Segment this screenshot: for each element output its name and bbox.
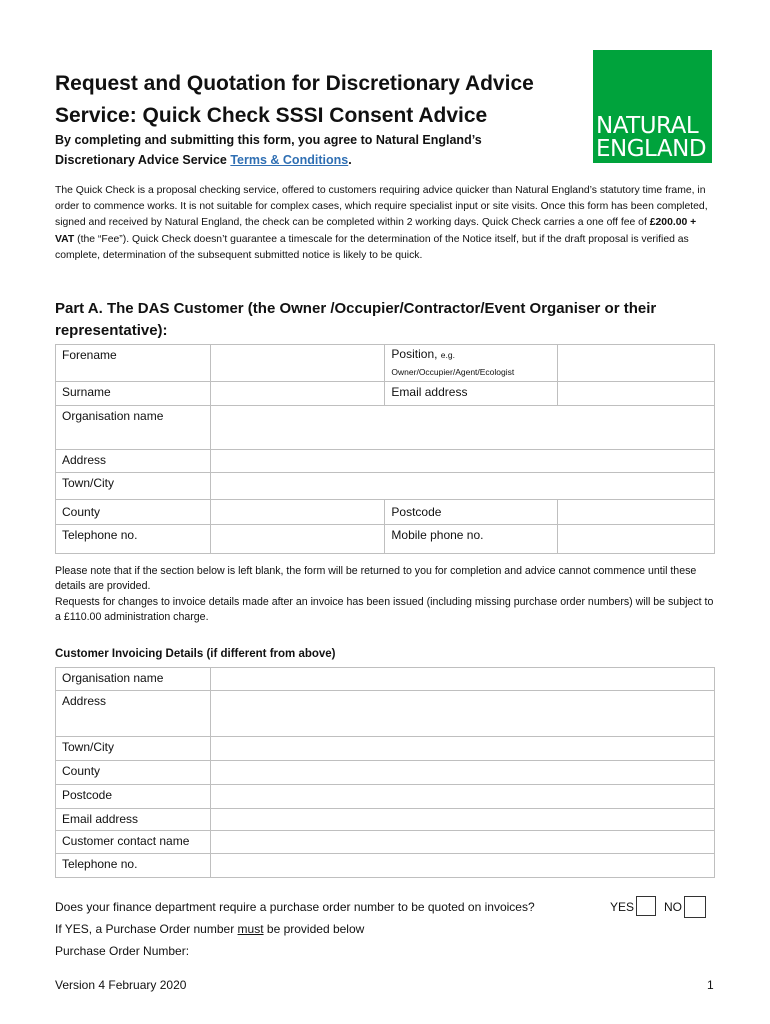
telephone-label: Telephone no. xyxy=(56,525,211,554)
mobile-label: Mobile phone no. xyxy=(385,525,558,554)
inv-postcode-label: Postcode xyxy=(56,785,211,809)
note-line-charge: Requests for changes to invoice details made after an invoice has been issued (including missing purchase order numbers) will be subject to a £110.00 administration charge. xyxy=(55,595,714,624)
address-field[interactable] xyxy=(210,450,714,473)
page-title: Request and Quotation for Discretionary Advice Service: Quick Check SSSI Consent Advice xyxy=(55,72,534,127)
fee-amount: £200.00 + VAT xyxy=(55,217,697,245)
po-requirement-end: be provided below xyxy=(266,922,365,936)
intro-paragraph xyxy=(55,183,715,264)
inv-email-label: Email address xyxy=(56,809,211,831)
inv-telephone-field[interactable] xyxy=(210,854,714,878)
inv-town-label: Town/City xyxy=(56,737,211,761)
inv-contact-field[interactable] xyxy=(210,831,714,854)
organisation-field[interactable] xyxy=(210,406,714,450)
version-footer: Version 4 February 2020 xyxy=(55,978,187,992)
po-requirement-start: If YES, a Purchase Order number xyxy=(55,922,235,936)
position-eg: e.g. xyxy=(440,350,455,360)
email-field[interactable] xyxy=(558,382,715,406)
inv-town-field[interactable] xyxy=(210,737,714,761)
inv-organisation-label: Organisation name xyxy=(56,668,211,691)
town-field[interactable] xyxy=(210,473,714,500)
agreement-statement: By completing and submitting this form, you agree to Natural England’s Discretionary Advice Service xyxy=(55,133,482,167)
forename-field[interactable] xyxy=(210,345,385,382)
county-label: County xyxy=(56,500,211,525)
mobile-field[interactable] xyxy=(558,525,715,554)
po-question: Does your finance department require a purchase order number to be quoted on invoices? xyxy=(55,900,535,914)
surname-field[interactable] xyxy=(210,382,385,406)
position-text: Position, xyxy=(391,347,438,361)
logo-line-natural: NATURAL xyxy=(596,113,699,139)
inv-county-label: County xyxy=(56,761,211,785)
inv-address-label: Address xyxy=(56,691,211,737)
inv-email-field[interactable] xyxy=(210,809,714,831)
po-requirement xyxy=(55,922,364,936)
intro-text-start: The Quick Check is a proposal checking service, offered to customers requiring advice quicker than Natural England’s statutory time frame, in order to commence works. It is not suitable for complex cases, which require specialist input or site visits. Once this form has been completed, signed and received by Natural England, the check can be completed within 2 working days. Quick Check carries a one off fee of xyxy=(55,185,708,229)
yes-label: YES xyxy=(610,900,635,914)
yes-checkbox[interactable] xyxy=(636,896,656,916)
inv-address-field[interactable] xyxy=(210,691,714,737)
no-label: NO xyxy=(664,900,682,914)
terms-link[interactable]: Terms & Conditions xyxy=(230,153,349,167)
invoicing-heading: Customer Invoicing Details (if different from above) xyxy=(55,648,336,660)
town-label: Town/City xyxy=(56,473,211,500)
forename-label: Forename xyxy=(56,345,211,382)
inv-organisation-field[interactable] xyxy=(210,668,714,691)
intro-text-end: (the “Fee”). Quick Check doesn’t guarantee a timescale for the determination of the Notice itself, but if the draft proposal is verified as complete, determination of the subsequent submitted notice is likely to be quick. xyxy=(55,233,689,261)
invoicing-table xyxy=(55,667,715,878)
agreement-period: . xyxy=(348,153,352,167)
county-field[interactable] xyxy=(210,500,385,525)
customer-details-table xyxy=(55,344,715,554)
po-number-label: Purchase Order Number: xyxy=(55,944,190,958)
note-line-blank: Please note that if the section below is left blank, the form will be returned to you for completion and advice cannot commence until these details are provided. xyxy=(55,565,697,593)
telephone-field[interactable] xyxy=(210,525,385,554)
page-number: 1 xyxy=(707,978,714,992)
inv-telephone-label: Telephone no. xyxy=(56,854,211,878)
position-field[interactable] xyxy=(558,345,715,382)
postcode-field[interactable] xyxy=(558,500,715,525)
po-requirement-must: must xyxy=(237,922,264,936)
position-options: Owner/Occupier/Agent/Ecologist xyxy=(391,367,515,377)
organisation-label: Organisation name xyxy=(56,406,211,450)
natural-england-logo xyxy=(593,50,712,163)
inv-county-field[interactable] xyxy=(210,761,714,785)
agreement-text xyxy=(55,130,555,170)
address-label: Address xyxy=(56,450,211,473)
invoice-note xyxy=(55,564,715,626)
inv-contact-label: Customer contact name xyxy=(56,831,211,854)
no-checkbox[interactable] xyxy=(684,896,706,918)
part-a-heading: Part A. The DAS Customer (the Owner /Occupier/Contractor/Event Organiser or their representative): xyxy=(55,300,657,339)
inv-postcode-field[interactable] xyxy=(210,785,714,809)
logo-line-england: ENGLAND xyxy=(596,136,707,162)
position-label xyxy=(385,345,558,382)
surname-label: Surname xyxy=(56,382,211,406)
email-label: Email address xyxy=(385,382,558,406)
postcode-label: Postcode xyxy=(385,500,558,525)
